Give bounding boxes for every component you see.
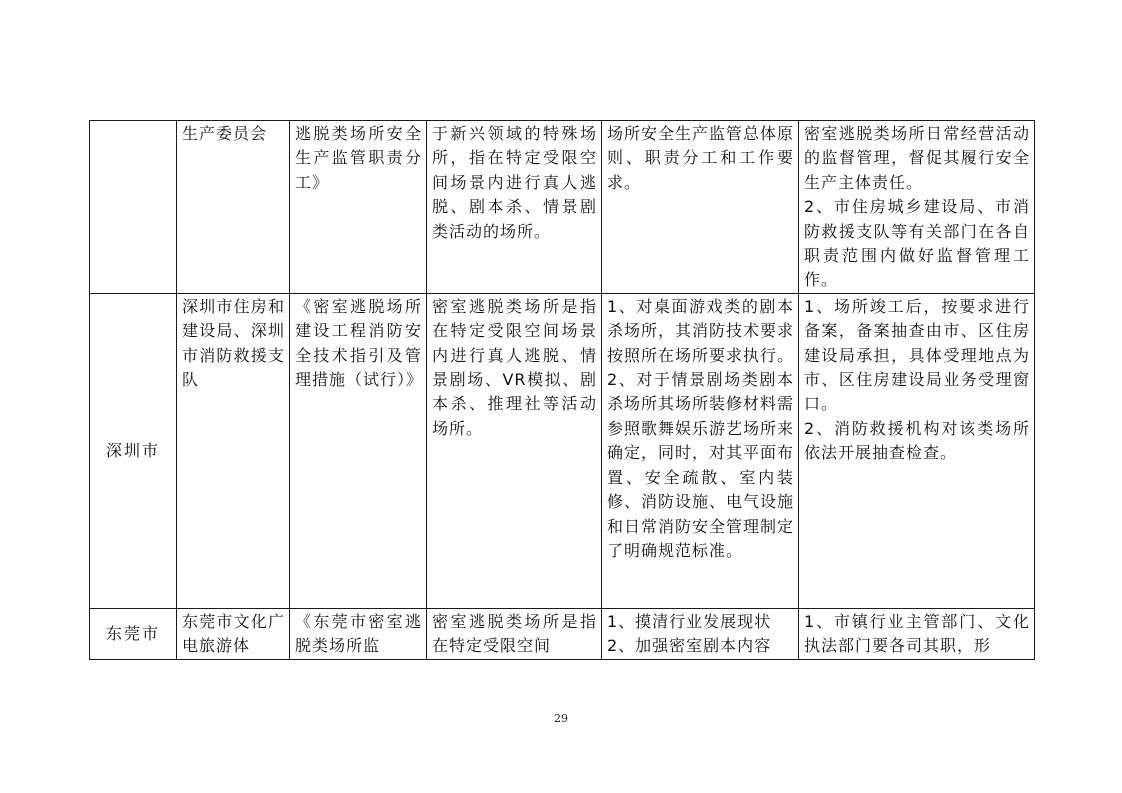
supervision-cell: 1、市镇行业主管部门、文化执法部门要各司其职，形 xyxy=(799,608,1035,659)
definition-cell: 密室逃脱类场所是指在特定受限空间 xyxy=(427,608,602,659)
supervision-cell: 密室逃脱类场所日常经营活动的监督管理，督促其履行安全生产主体责任。 2、市住房城乡建设局、市消防救援支队等有关部门在各自职责范围内做好监督管理工作。 xyxy=(799,121,1035,294)
department-cell: 生产委员会 xyxy=(177,121,290,294)
city-cell xyxy=(90,121,177,294)
document-cell: 《东莞市密室逃脱类场所监 xyxy=(290,608,427,659)
document-cell: 逃脱类场所安全生产监管职责分工》 xyxy=(290,121,427,294)
definition-cell: 密室逃脱类场所是指在特定受限空间场景内进行真人逃脱、情景剧场、VR模拟、剧本杀、推理社等活动场所。 xyxy=(427,293,602,608)
table-row xyxy=(90,293,1035,608)
department-cell: 深圳市住房和建设局、深圳市消防救援支队 xyxy=(177,293,290,608)
department-cell: 东莞市文化广电旅游体 xyxy=(177,608,290,659)
table-row xyxy=(90,121,1035,294)
page-number: 29 xyxy=(554,712,568,725)
requirements-cell: 场所安全生产监管总体原则、职责分工和工作要求。 xyxy=(602,121,799,294)
supervision-cell: 1、场所竣工后，按要求进行备案，备案抽查由市、区住房建设局承担，具体受理地点为市、区住房建设局业务受理窗口。 2、消防救援机构对该类场所依法开展抽查检查。 xyxy=(799,293,1035,608)
table-row xyxy=(90,608,1035,659)
regulation-table xyxy=(89,120,1035,660)
requirements-cell: 1、摸清行业发展现状 2、加强密室剧本内容 xyxy=(602,608,799,659)
city-cell: 东莞市 xyxy=(90,608,177,659)
document-cell: 《密室逃脱场所建设工程消防安全技术指引及管理措施（试行）》 xyxy=(290,293,427,608)
requirements-cell: 1、对桌面游戏类的剧本杀场所，其消防技术要求按照所在场所要求执行。 2、对于情景剧场类剧本杀场所其场所装修材料需参照歌舞娱乐游艺场所来确定，同时，对其平面布置、安全疏散、室内装修、消防设施、电气设施和日常消防安全管理制定了明确规范标准。 xyxy=(602,293,799,608)
city-cell: 深圳市 xyxy=(90,293,177,608)
definition-cell: 于新兴领域的特殊场所，指在特定受限空间场景内进行真人逃脱、剧本杀、情景剧类活动的场所。 xyxy=(427,121,602,294)
